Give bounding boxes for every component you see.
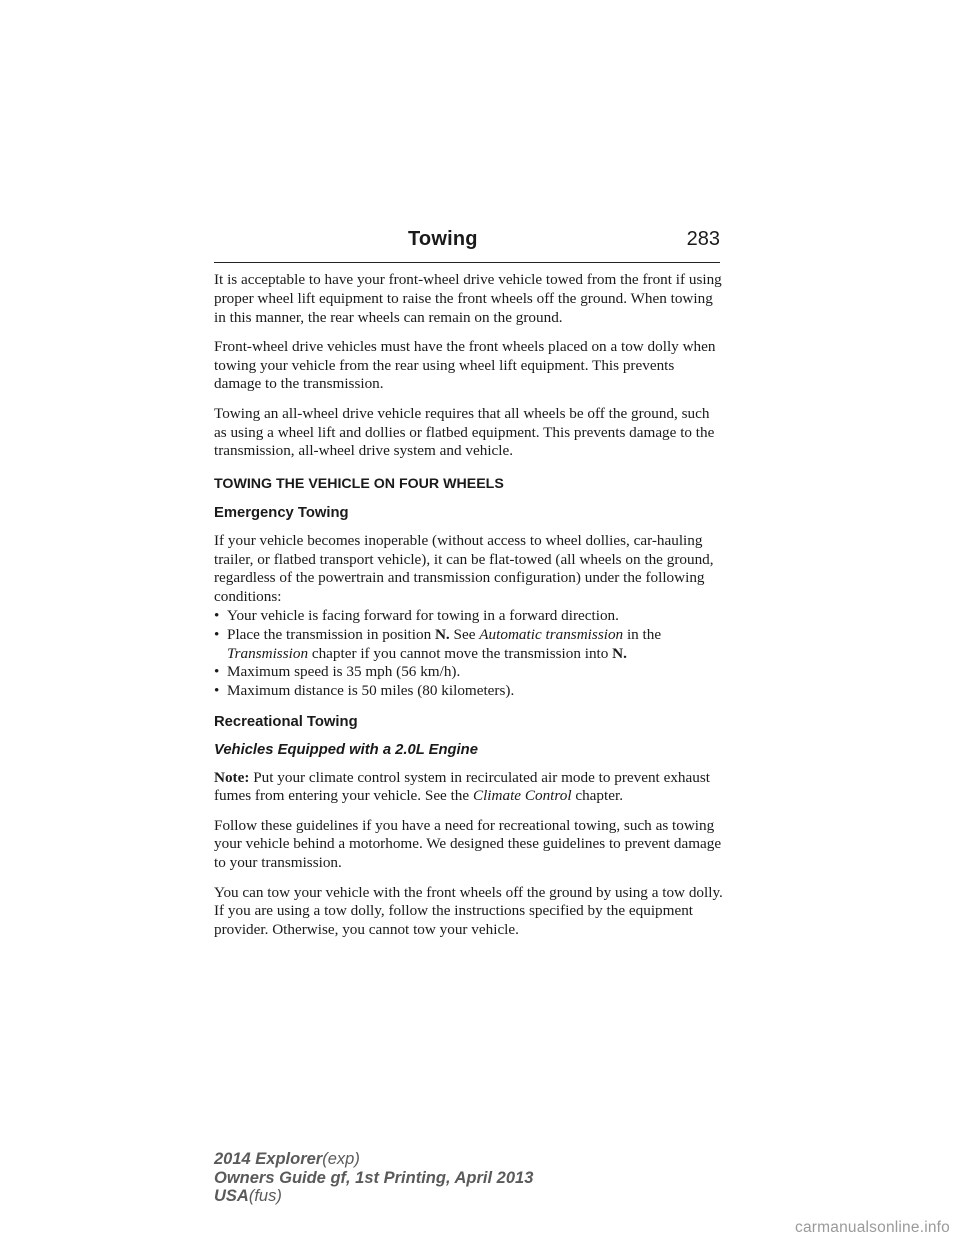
subheading-recreational-towing: Recreational Towing <box>214 713 358 730</box>
bullet-icon: • <box>214 682 220 700</box>
bullet-icon: • <box>214 663 220 681</box>
note-label: Note: <box>214 768 250 786</box>
footer-model: 2014 Explorer <box>214 1150 323 1168</box>
note-text: Put your climate control system in recirculated air mode to prevent exhaust fumes from entering your vehicle. See the <box>214 768 710 805</box>
list-item-text: Maximum speed is 35 mph (56 km/h). <box>227 663 461 681</box>
list-item-text-c: See <box>449 625 480 643</box>
bullet-icon: • <box>214 625 220 643</box>
gear-position-n: N. <box>434 625 450 643</box>
page-header <box>214 228 720 263</box>
document-footer <box>214 1150 533 1206</box>
list-item-text-e: in the <box>623 625 662 643</box>
list-item <box>214 626 724 664</box>
list-item <box>214 663 724 682</box>
subheading-emergency-towing: Emergency Towing <box>214 504 349 521</box>
bullet-icon: • <box>214 606 220 624</box>
reference-climate-control: Climate Control <box>472 787 572 805</box>
page-content <box>214 271 724 950</box>
gear-position-n-2: N. <box>612 644 627 662</box>
section-heading-four-wheels: TOWING THE VEHICLE ON FOUR WHEELS <box>214 476 504 493</box>
footer-line-2: Owners Guide gf, 1st Printing, April 2013 <box>214 1168 534 1187</box>
list-item <box>214 682 724 701</box>
footer-market-code: (fus) <box>248 1187 282 1205</box>
page-number: 283 <box>686 228 720 250</box>
list-item-text-a: Place the transmission in position <box>227 625 435 643</box>
list-item-text-g: chapter if you cannot move the transmission into <box>308 644 613 662</box>
reference-transmission-chapter: Transmission <box>227 644 309 662</box>
note-paragraph <box>214 769 724 807</box>
paragraph-emergency-intro: If your vehicle becomes inoperable (without access to wheel dollies, car-hauling trailer, or flatbed transport vehicle), it can be flat-towed (all wheels on the ground, regardless of the powertrain and transmission configuration) under the following conditions: <box>214 531 714 606</box>
paragraph-tow-dolly: Front-wheel drive vehicles must have the front wheels placed on a tow dolly when towing your vehicle from the rear using wheel lift equipment. This prevents damage to the transmission. <box>214 337 716 393</box>
page-title: Towing <box>408 228 478 250</box>
footer-line-1 <box>214 1150 533 1169</box>
list-item-text: Maximum distance is 50 miles (80 kilometers). <box>227 682 515 700</box>
site-watermark: carmanualsonline.info <box>795 1219 950 1236</box>
paragraph-tow-dolly-recreational: You can tow your vehicle with the front wheels off the ground by using a tow dolly. If you are using a tow dolly, follow the instructions specified by the equipment provider. Otherwise, you cannot tow your vehicle. <box>214 883 723 939</box>
reference-automatic-transmission: Automatic transmission <box>479 625 624 643</box>
paragraph-front-wheel-towing: It is acceptable to have your front-wheel drive vehicle towed from the front if using proper wheel lift equipment to raise the front wheels off the ground. When towing in this manner, the rear wheels can remain on the ground. <box>214 271 722 326</box>
paragraph-all-wheel-drive: Towing an all-wheel drive vehicle requires that all wheels be off the ground, such as using a wheel lift and dollies or flatbed equipment. This prevents damage to the transmission, all-wheel drive system and vehicle. <box>214 404 715 460</box>
conditions-list <box>214 607 724 701</box>
footer-model-code: (exp) <box>322 1150 360 1168</box>
footer-line-3 <box>214 1187 533 1206</box>
list-item-text: Your vehicle is facing forward for towing in a forward direction. <box>227 606 619 624</box>
note-tail: chapter. <box>571 787 623 805</box>
paragraph-recreational-guidelines: Follow these guidelines if you have a need for recreational towing, such as towing your vehicle behind a motorhome. We designed these guidelines to prevent damage to your transmission. <box>214 816 722 872</box>
list-item <box>214 607 724 626</box>
subheading-2-0l-engine: Vehicles Equipped with a 2.0L Engine <box>214 741 478 758</box>
footer-market: USA <box>214 1187 249 1205</box>
